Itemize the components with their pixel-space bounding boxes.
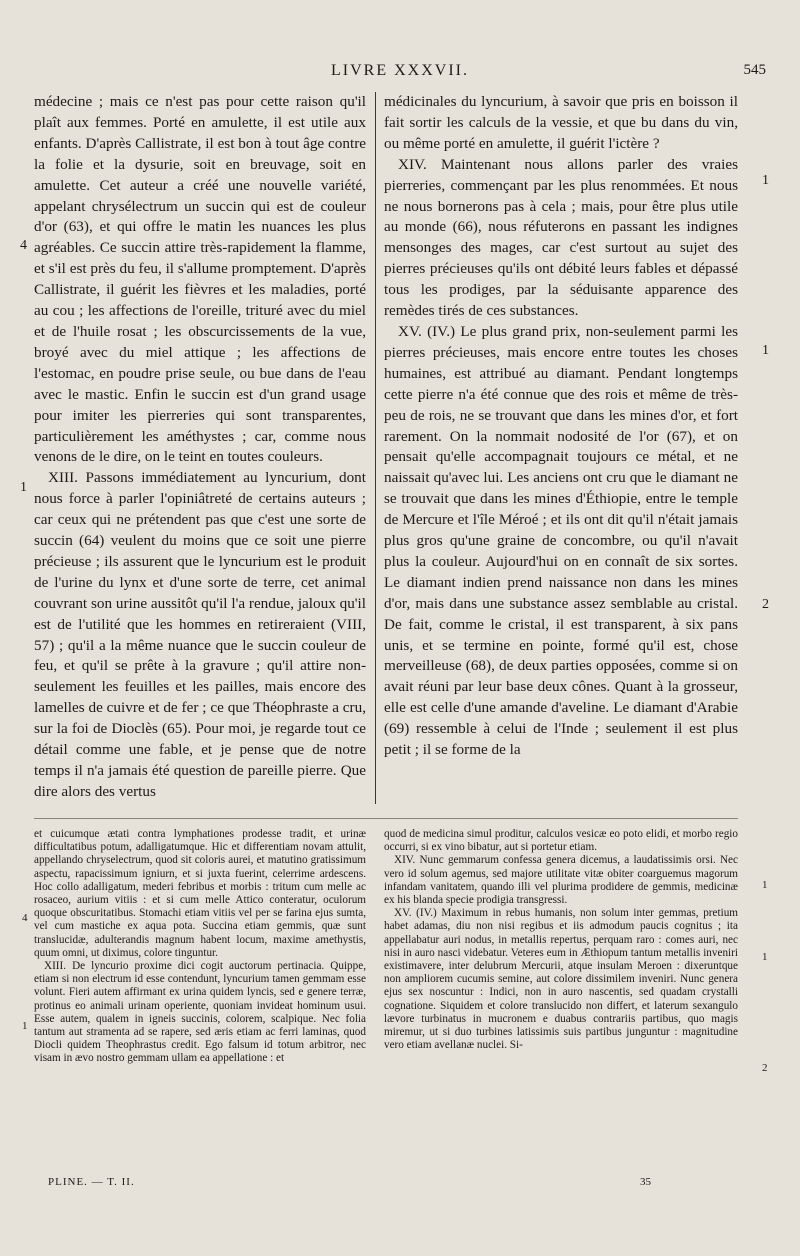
text-separator bbox=[34, 818, 738, 819]
latin-paragraph: XIV. Nunc gemmarum confessa genera dicemus, a laudatissimis orsi. Nec vero id solum agemus, sed majore utilitate vitæ obiter coarguemus magorum infandam vanitatem, quando illi vel plurima prodidere de gemmis, medicinæ ex his blanda specie prodigia transgressi. bbox=[384, 854, 738, 907]
section-number: 4 bbox=[22, 912, 28, 924]
french-paragraph: médicinales du lyncurium, à savoir que pris en boisson il fait sortir les calculs de la vessie, et que bu dans du vin, ou même porté en amulette, il guérit l'ictère ? bbox=[384, 93, 738, 152]
french-paragraph: médecine ; mais ce n'est pas pour cette raison qu'il plaît aux femmes. Porté en amulette, il est utile aux enfants. D'après Callistrate, il est bon à tout âge contre la folie et la dysurie, soit en breuvage, soit en amulette. Cet auteur a créé une nouvelle variété, appelant chrysélectrum un succin qui est de couleur d'or (63), et qui offre le matin les nuances les plus agréables. Ce succin attire très-rapidement la flamme, et s'il est près du feu, il s'allume promptement. D'après Callistrate, il guérit les fièvres et les maladies, porté au cou ; les affections de l'oreille, trituré avec du miel et de l'huile rosat ; les obscurcissements de la vue, broyé avec du miel attique ; les affections de l'estomac, en poudre prise seule, ou bue dans de l'eau avec le mastic. Enfin le succin est d'un grand usage pour imiter les pierreries qui sont transparentes, particulièrement les améthystes ; car, comme nous venons de le dire, on le teint en toutes couleurs. bbox=[34, 93, 366, 466]
footer-book-title: PLINE. — T. II. bbox=[48, 1176, 135, 1188]
section-number: 4 bbox=[20, 238, 27, 253]
running-title: LIVRE XXXVII. bbox=[331, 62, 469, 79]
latin-paragraph: XV. (IV.) Maximum in rebus humanis, non solum inter gemmas, pretium habet adamas, diu non nisi regibus et iis admodum paucis cognitus ; ita appellabatur auri nodus, in metallis repertus, perquam raro : comes auri, nec nisi in auro nasci videbatur. Veteres eum in Æthiopum tantum metallis inveniri existimavere, inter delubrum Mercurii, atque insulam Meroen : dixeruntque non ampliorem cucumis semine, aut colore dissimilem inveniri. Nunc genera ejus sex noscuntur : Indici, non in auro nascentis, sed quadam crystalli cognatione. Siquidem et colore translucido non differt, et laterum sexangulo lævore turbinatus in mucronem e duabus contrariis partibus, quo magis miremur, ut si duo turbines latissimis suis partibus junguntur : magnitudine vero etiam avellanæ nuclei. Si- bbox=[384, 907, 738, 1052]
section-number: 1 bbox=[22, 1020, 28, 1032]
page-number: 545 bbox=[743, 62, 766, 78]
section-number: 1 bbox=[762, 343, 769, 358]
latin-paragraph: et cuicumque ætati contra lymphationes prodesse tradit, et urinæ difficultatibus potum, adalligatumque. Hic et differentiam novam attulit, appellando chryselectrum, quod sit coloris aurei, et matutino gratissimum aspectu, rapacissimum igniurn, et si juxta fuerint, celerrime ardescens. Hoc collo adalligatum, mederi febribus et morbis : tritum cum melle ac rosaceo, aurium vitiis : et si cum melle Attico conteratur, oculorum quoque obscuritatibus. Stomachi etiam vitiis vel per se farina ejus sumta, vel cum mastiche ex aqua pota. Succina etiam gemmis, quæ sunt translucidæ, adulterandis magnum habent locum, maxime amethystis, quum omni, ut diximus, colore tinguntur. bbox=[34, 828, 366, 959]
signature-mark: 35 bbox=[640, 1176, 651, 1188]
section-number: 2 bbox=[762, 597, 769, 612]
latin-paragraph: XIII. De lyncurio proxime dici cogit auctorum pertinacia. Quippe, etiam si non electrum id esse contendunt, lyncurium tamen gemmam esse volunt. Fieri autem affirmant ex urina quidem lyncis, sed e genere terræ, protinus eo animali urinam operiente, quoniam invideat hominum usui. Esse autem, qualem in igneis succinis, colorem, scalpique. Nec folia tantum aut stramenta ad se rapere, sed æris etiam ac ferri laminas, quod Diocli quidem Theophrastus credit. Ego falsum id totum arbitror, nec visam in ævo nostro gemmam ullam ea appellatione : et bbox=[34, 960, 366, 1065]
latin-right-column bbox=[384, 828, 738, 1052]
column-divider bbox=[375, 92, 376, 804]
french-paragraph: XV. (IV.) Le plus grand prix, non-seulement parmi les pierres précieuses, mais encore entre toutes les choses humaines, est attribué au diamant. Pendant longtemps cette pierre n'a été connue que des rois et même de très-peu de rois, ne se trouvant que dans les mines d'or, et fort rarement. On la nommait nodosité de l'or (67), et on pensait qu'elle accompagnait toujours ce métal, et ne naissait qu'avec lui. Les anciens ont cru que le diamant ne se trouvait que dans les mines d'Éthiopie, entre le temple de Mercure et l'île Méroé ; et ils ont dit qu'il n'était jamais plus gros qu'une graine de concombre, ou qu'il n'avait plus la couleur. Aujourd'hui on en connaît de six sortes. Le diamant indien prend naissance non dans les mines d'or, mais dans une substance assez semblable au cristal. De fait, comme le cristal, il est transparent, à six pans unis, et se termine en pointe, formé qu'il est, chose merveilleuse (68), de deux parties opposées, comme si on avait réuni par leur base deux cônes. Quant à la grosseur, elle est celle d'une amande d'aveline. Le diamant d'Arabie (69) ressemble à celui de l'Inde ; seulement il est plus petit ; il se forme de la bbox=[384, 322, 738, 759]
section-number: 1 bbox=[762, 879, 768, 891]
french-paragraph: XIII. Passons immédiatement au lyncurium, dont nous force à parler l'opiniâtreté de certains auteurs ; car ceux qui ne prétendent pas que c'est une sorte de succin (64) veulent du moins que ce soit une pierre précieuse ; ils assurent que le lyncurium est le produit de l'urine du lynx et d'une sorte de terre, cet animal couvrant son urine aussitôt qu'il l'a rendue, jaloux qu'il est de l'utilité que les hommes en retireraient (VIII, 57) ; qu'il a la même nuance que le succin couleur de feu, et qu'il se prête à la gravure ; qu'il attire non-seulement les feuilles et les pailles, mais encore des lamelles de cuivre et de fer ; ce que Théophraste a cru, sur la foi de Dioclès (65). Pour moi, je regarde tout ce détail comme une fable, et je pense que de notre temps il n'a jamais été question de pareille pierre. Que dire alors des vertus bbox=[34, 469, 366, 800]
latin-left-column bbox=[34, 828, 366, 1066]
french-right-column bbox=[384, 92, 738, 761]
section-number: 2 bbox=[762, 1062, 768, 1074]
french-paragraph: XIV. Maintenant nous allons parler des vraies pierreries, commençant par les plus renommées. Et nous ne nous bornerons pas à cela ; mais, pour être plus utile au monde (66), nous réfuterons en passant les indignes mensonges des mages, car c'est surtout au sujet des pierres précieuses qu'ils ont débité leurs fables et dépassé tous les prodiges, par la séduisante apparence des remèdes tirés de ces substances. bbox=[384, 155, 738, 320]
section-number: 1 bbox=[762, 173, 769, 188]
section-number: 1 bbox=[20, 480, 27, 495]
section-number: 1 bbox=[762, 951, 768, 963]
latin-paragraph: quod de medicina simul proditur, calculos vesicæ eo poto elidi, et morbo regio occurri, si ex vino bibatur, aut si portetur etiam. bbox=[384, 828, 738, 854]
french-left-column bbox=[34, 92, 366, 803]
